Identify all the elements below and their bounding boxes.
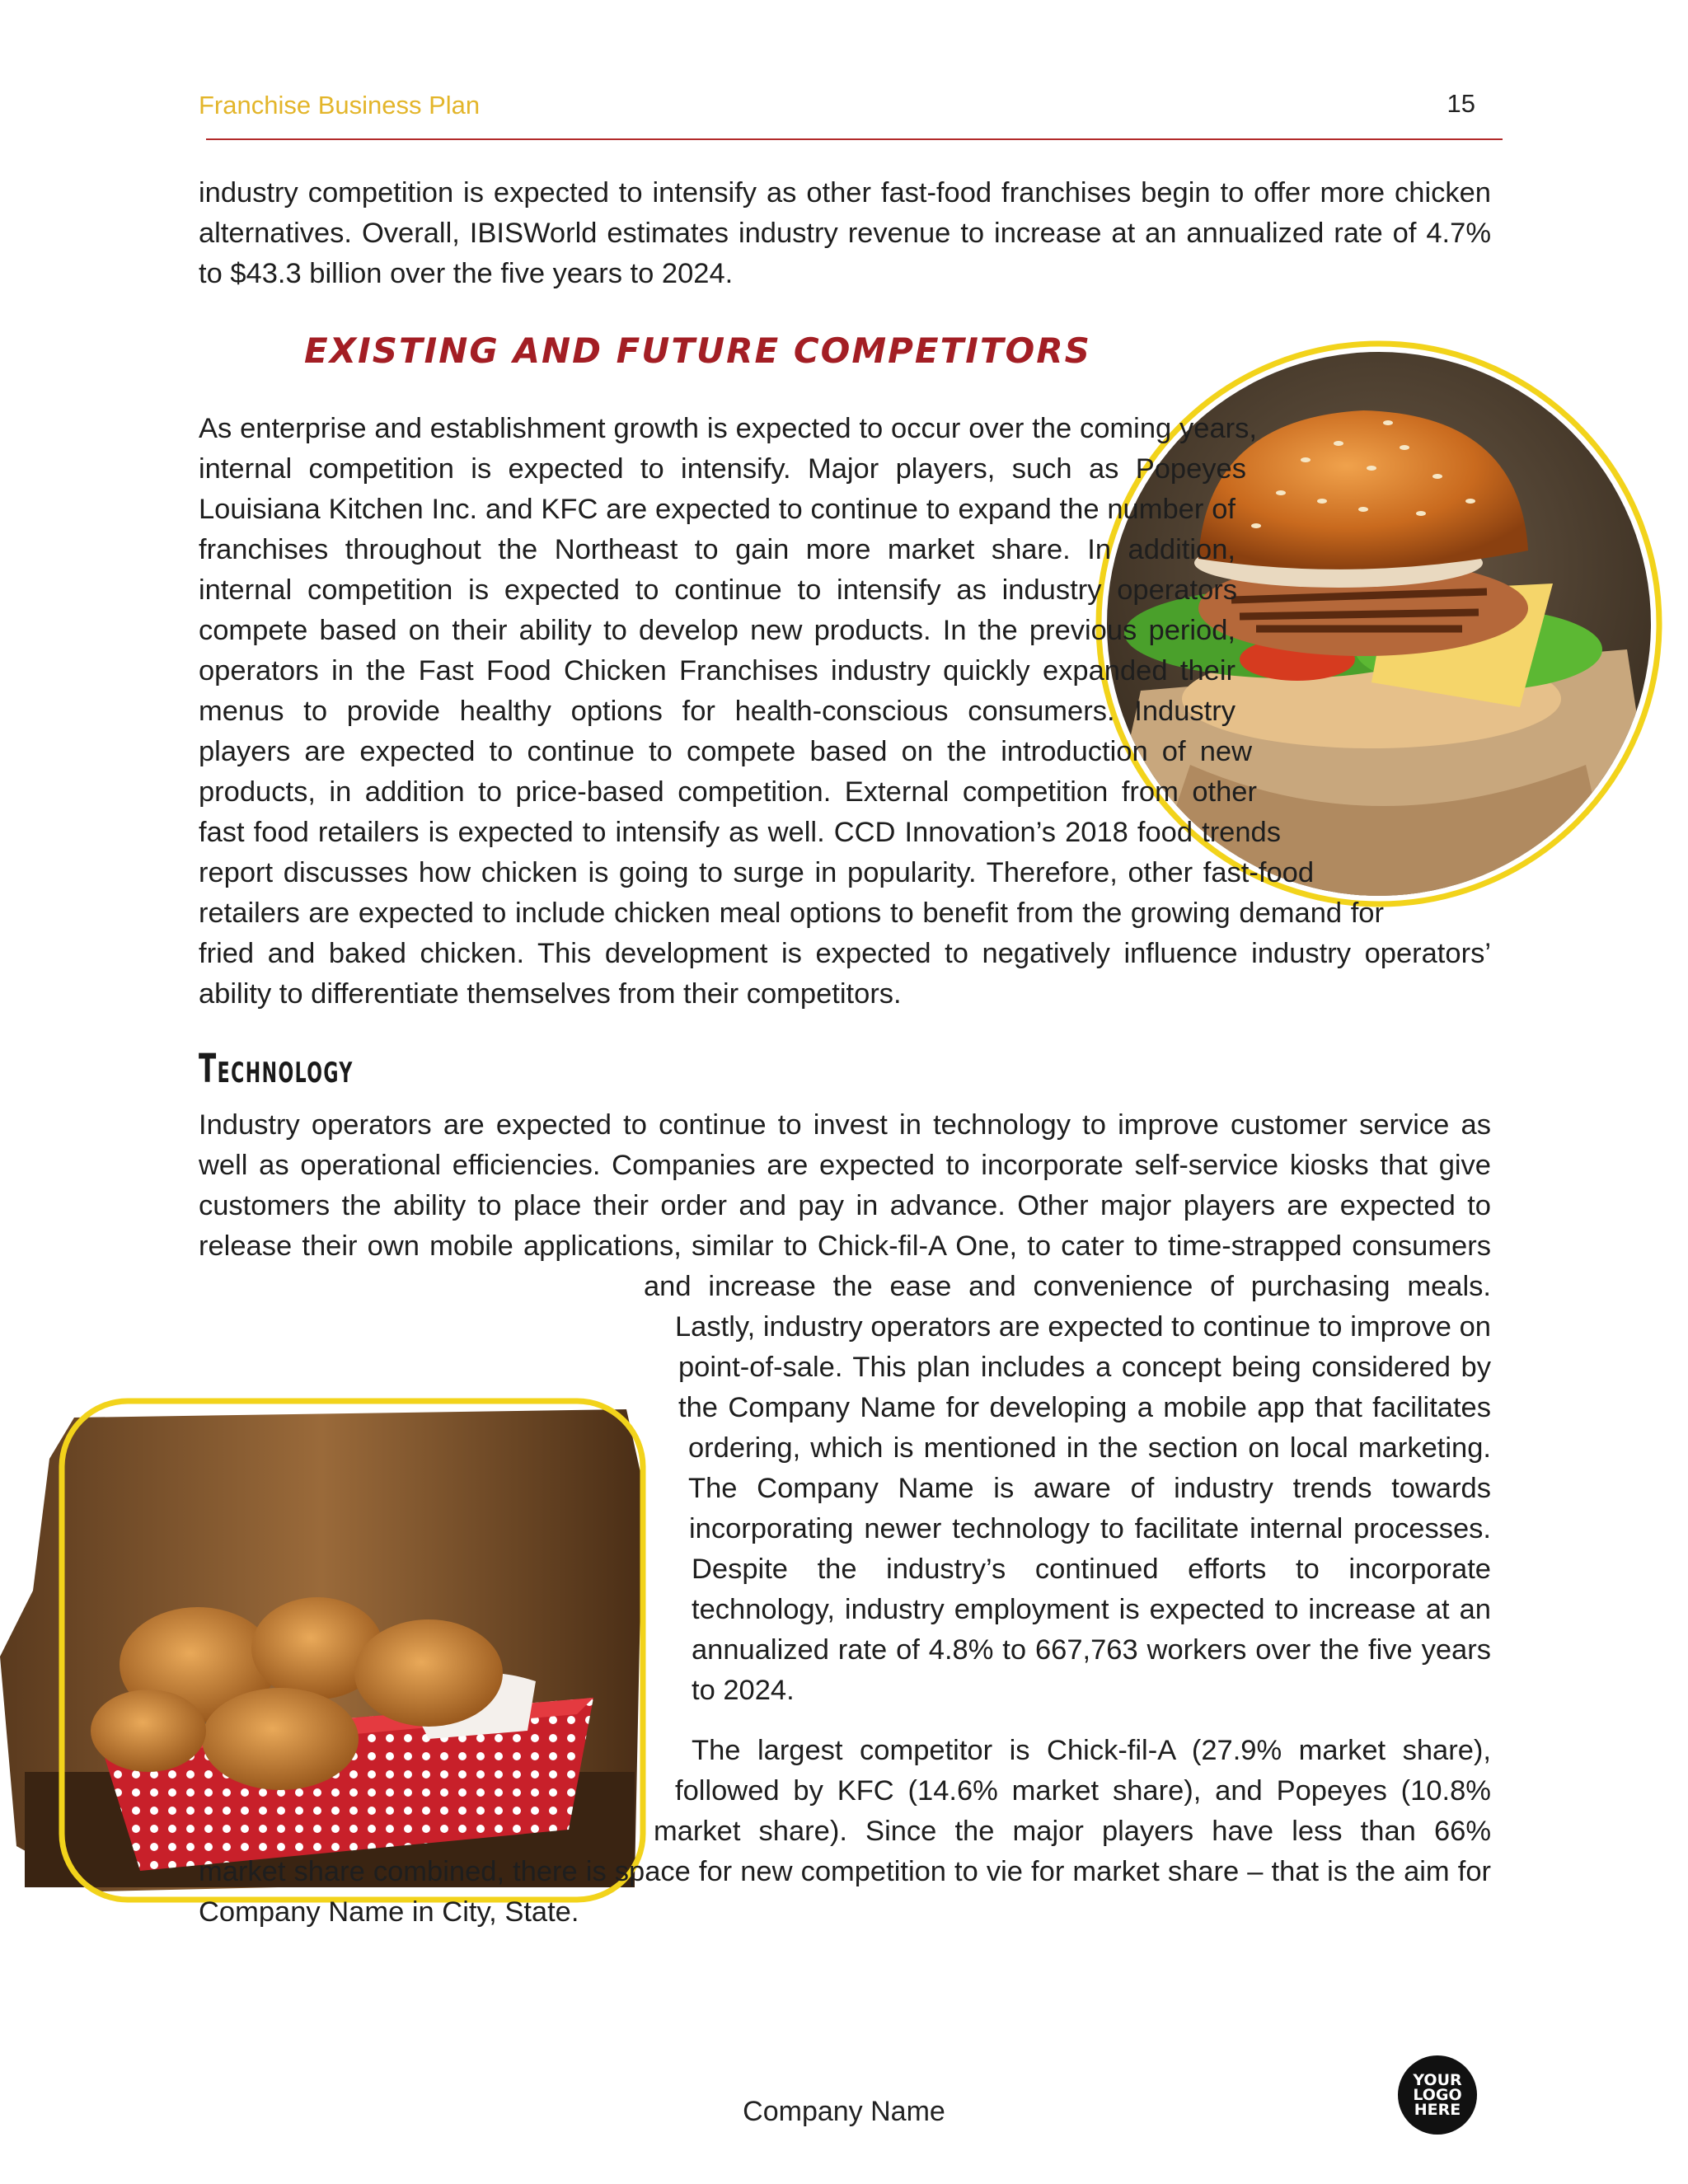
intro-paragraph: industry competition is expected to intensify as other fast-food franchises begin to offer more chicken alternatives. Overall, IBISWorld estimates industry revenue to increase at an annualized rate of 4.7% to $43.3 billion over the five years to 2024. xyxy=(199,177,1491,289)
page-number: 15 xyxy=(1447,89,1475,118)
header-title: Franchise Business Plan xyxy=(199,91,481,120)
technology-paragraph-2: The largest competitor is Chick-fil-A (27.9% market share), followed by KFC (14.6% market share), and Popeyes (10.8% market share). Since the major players have less than 66% market share combined, there is space for new competition to vie for market share – that is the aim for Company Name in City, State. xyxy=(199,1735,1491,1928)
footer-company-name: Company Name xyxy=(743,2096,945,2127)
technology-block xyxy=(199,1105,1491,1933)
company-logo xyxy=(1398,2055,1477,2135)
logo-line-1: YOUR xyxy=(1413,2071,1462,2089)
logo-line-2: LOGO xyxy=(1413,2086,1462,2104)
logo-line-3: HERE xyxy=(1414,2101,1461,2119)
technology-paragraph-1: Industry operators are expected to continue to invest in technology to improve customer service as well as operational efficiencies. Companies are expected to incorporate self-service kiosks that give customers the ability to place their order and pay in advance. Other major players are expected to release their own mobile applications, similar to Chick-fil-A One, to cater to time-strapped consumers and increase the ease and convenience of purchasing meals. Lastly, industry operators are expected to continue to improve on point-of-sale. This plan includes a concept being considered by the Company Name for developing a mobile app that facilitates ordering, which is mentioned in the section on local marketing. The Company Name is aware of industry trends towards incorporating newer technology to facilitate internal processes. Despite the industry’s continued efforts to incorporate technology, industry employment is expected to increase at an annualized rate of 4.8% to 667,763 workers over the five years to 2024. xyxy=(199,1109,1491,1706)
heading-existing-future-competitors: EXISTING AND FUTURE COMPETITORS xyxy=(304,330,1091,371)
competitors-paragraph: As enterprise and establishment growth is expected to occur over the coming years, internal competition is expected to intensify. Major players, such as Popeyes Louisiana Kitchen Inc. and KFC are expected to continue to expand the number of franchises throughout the Northeast to gain more market share. In addition, internal competition is expected to continue to intensify as industry operators compete based on their ability to develop new products. In the previous period, operators in the Fast Food Chicken Franchises industry quickly expanded their menus to provide healthy options for health-conscious consumers. Industry players are expected to continue to compete based on the introduction of new products, in addition to price-based competition. External competition from other fast food retailers is expected to intensify as well. CCD Innovation’s 2018 food trends report discusses how chicken is going to surge in popularity. Therefore, other fast-food retailers are expected to include chicken meal options to benefit from the growing demand for fried and baked chicken. This development is expected to negatively influence industry operators’ ability to differentiate themselves from their competitors. xyxy=(199,413,1491,1010)
header-divider xyxy=(206,138,1503,140)
competitors-block xyxy=(199,409,1491,1015)
body-text xyxy=(199,173,1491,1933)
heading-technology: Technology xyxy=(199,1046,354,1092)
